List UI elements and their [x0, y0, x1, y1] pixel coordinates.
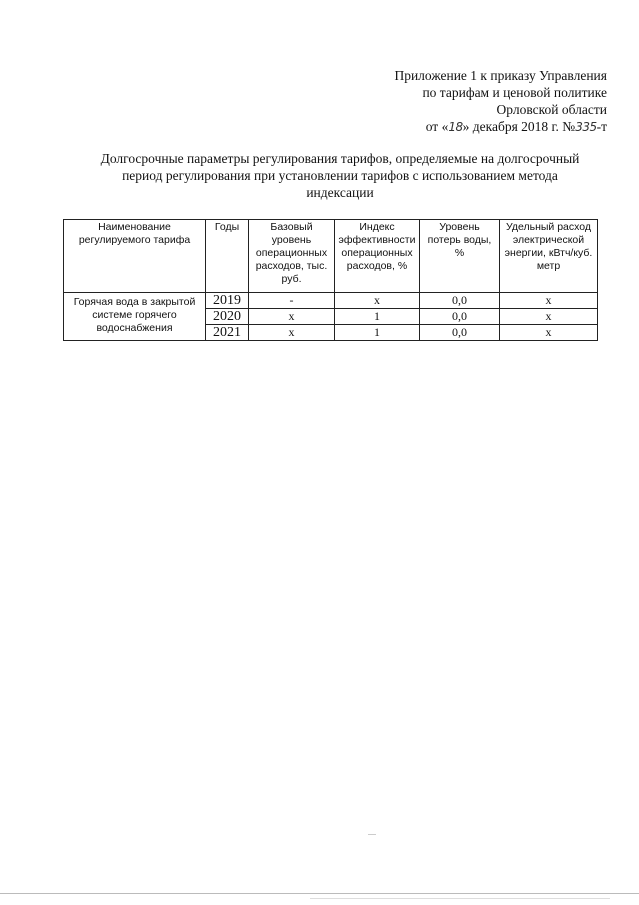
- date-prefix: от «: [425, 119, 449, 134]
- base-cost-cell: х: [249, 325, 335, 341]
- table-header-row: [64, 220, 598, 293]
- year-cell: 2021: [206, 325, 249, 341]
- energy-cell: х: [500, 293, 598, 309]
- year-cell: 2019: [206, 293, 249, 309]
- title-line-3: индексации: [306, 185, 374, 200]
- handwritten-day: 18: [448, 120, 463, 134]
- efficiency-index-cell: х: [335, 293, 420, 309]
- title-line-1: Долгосрочные параметры регулирования тарифов, определяемые на долгосрочный: [100, 151, 580, 166]
- appendix-line-1: Приложение 1 к приказу Управления: [394, 68, 607, 83]
- scan-footer-line: [0, 893, 639, 894]
- header-tariff-name: Наименование регулируемого тарифа: [64, 220, 206, 293]
- document-title: [60, 150, 620, 201]
- efficiency-index-cell: 1: [335, 309, 420, 325]
- base-cost-cell: -: [249, 293, 335, 309]
- tariff-name-cell: Горячая вода в закрытой системе горячего водоснабжения: [64, 293, 206, 341]
- appendix-line-3: Орловской области: [496, 102, 607, 117]
- appendix-header: [307, 67, 607, 136]
- appendix-line-2: по тарифам и ценовой политике: [422, 85, 607, 100]
- header-base-costs: Базовый уровень операционных расходов, тыс. руб.: [249, 220, 335, 293]
- date-middle: » декабря 2018 г. №: [462, 119, 576, 134]
- header-years: Годы: [206, 220, 249, 293]
- header-efficiency-index: Индекс эффективности операционных расходов, %: [335, 220, 420, 293]
- title-line-2: период регулирования при установлении тарифов с использованием метода: [122, 168, 558, 183]
- header-water-loss: Уровень потерь воды, %: [420, 220, 500, 293]
- energy-cell: х: [500, 325, 598, 341]
- table-row: [64, 293, 598, 309]
- scan-footer-line-faint: [310, 898, 610, 899]
- energy-cell: х: [500, 309, 598, 325]
- scan-speck: [368, 834, 376, 835]
- order-suffix: -т: [596, 119, 607, 134]
- header-energy-consumption: Удельный расход электрической энергии, кВтч/куб. метр: [500, 220, 598, 293]
- water-loss-cell: 0,0: [420, 293, 500, 309]
- appendix-date-line: [307, 118, 607, 136]
- efficiency-index-cell: 1: [335, 325, 420, 341]
- water-loss-cell: 0,0: [420, 325, 500, 341]
- water-loss-cell: 0,0: [420, 309, 500, 325]
- year-cell: 2020: [206, 309, 249, 325]
- parameters-table: [63, 219, 598, 341]
- handwritten-order-number: 335: [575, 120, 597, 134]
- base-cost-cell: х: [249, 309, 335, 325]
